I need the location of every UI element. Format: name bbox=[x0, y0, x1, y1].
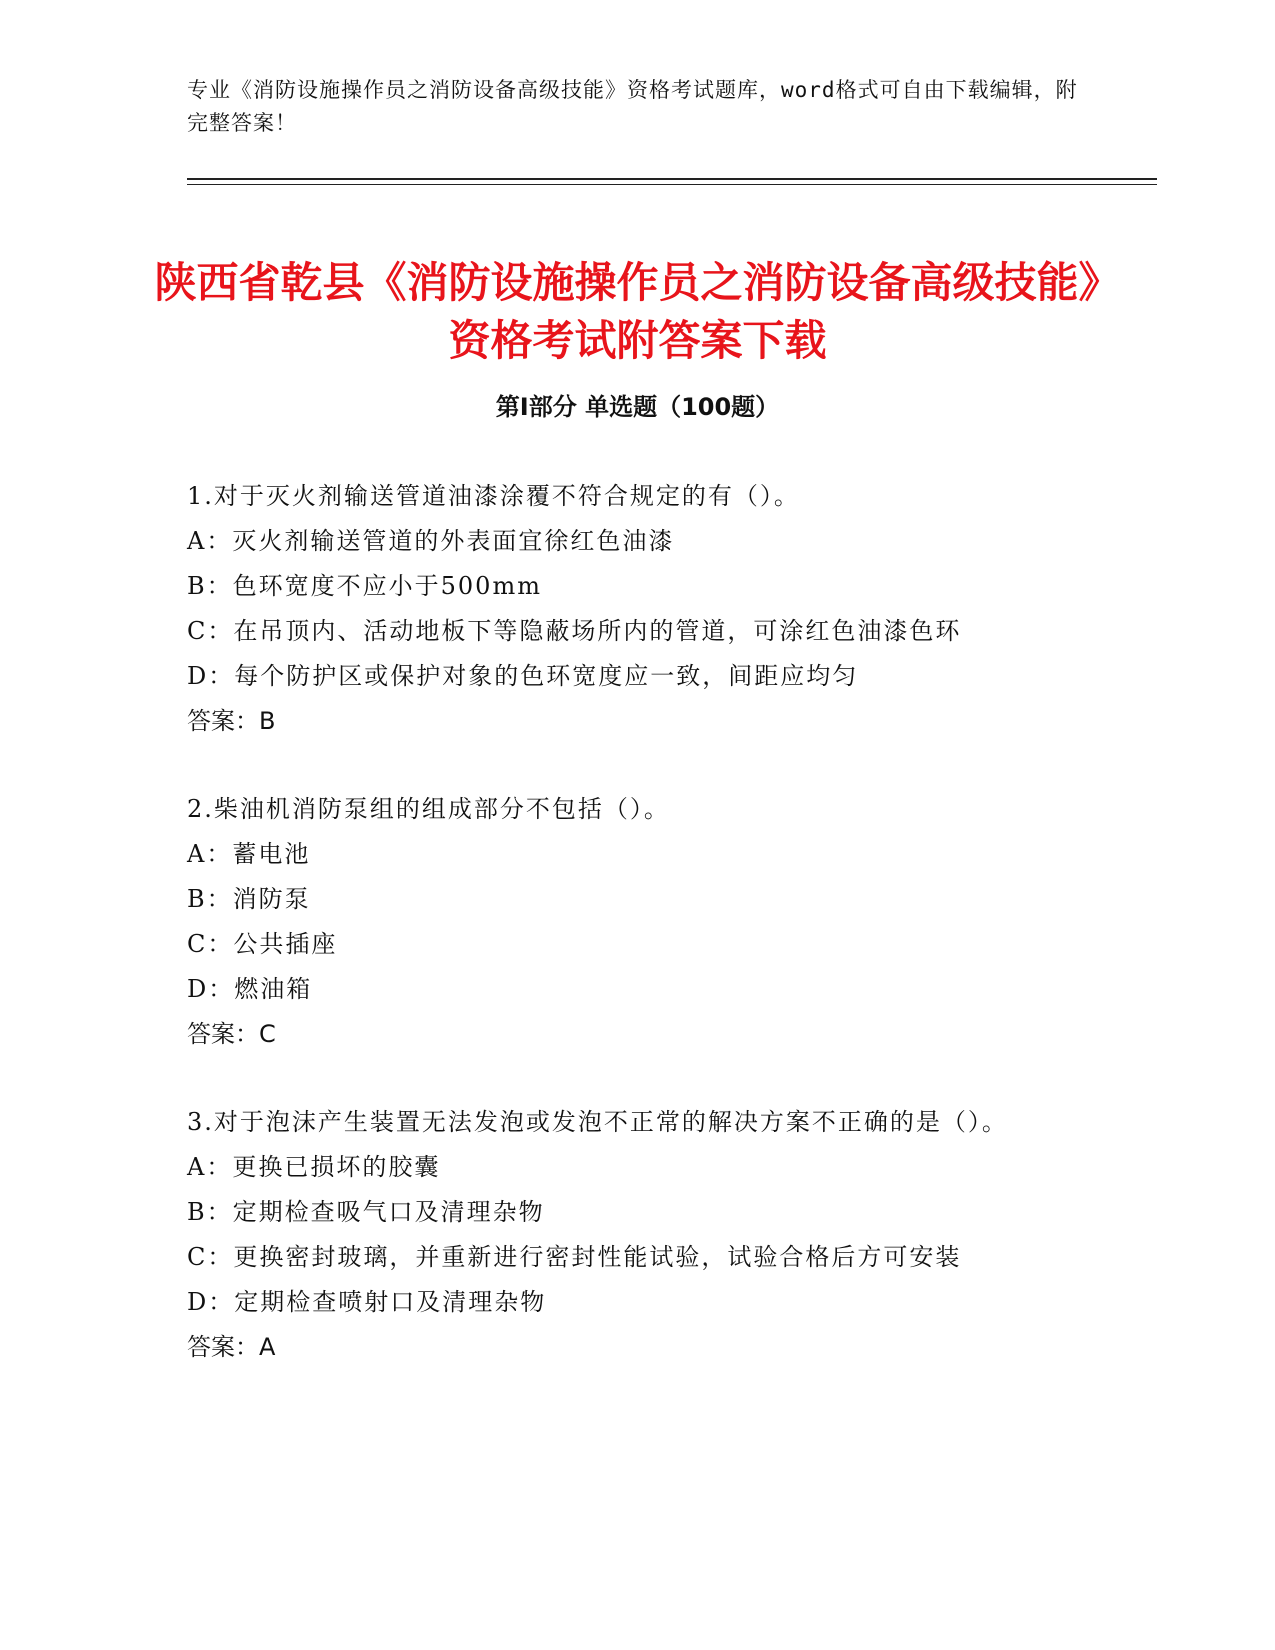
question-stem: 1.对于灭火剂输送管道油漆涂覆不符合规定的有（）。 bbox=[187, 482, 800, 510]
question-3 bbox=[187, 1100, 1067, 1370]
question-2 bbox=[187, 787, 1067, 1057]
option-b: B：定期检查吸气口及清理杂物 bbox=[187, 1198, 545, 1226]
question-stem: 2.柴油机消防泵组的组成部分不包括（）。 bbox=[187, 795, 670, 823]
answer: 答案：A bbox=[187, 1333, 276, 1361]
section-heading: 第I部分 单选题（100题） bbox=[495, 393, 780, 421]
option-b: B：色环宽度不应小于500mm bbox=[187, 572, 542, 600]
option-b: B：消防泵 bbox=[187, 885, 311, 913]
question-1 bbox=[187, 474, 1067, 744]
option-a: A：更换已损坏的胶囊 bbox=[187, 1153, 441, 1181]
option-d: D：每个防护区或保护对象的色环宽度应一致，间距应均匀 bbox=[187, 662, 859, 690]
option-c: C：在吊顶内、活动地板下等隐蔽场所内的管道，可涂红色油漆色环 bbox=[187, 617, 962, 645]
header-divider-thin bbox=[187, 184, 1157, 185]
option-c: C：更换密封玻璃，并重新进行密封性能试验，试验合格后方可安装 bbox=[187, 1243, 962, 1271]
document-title: 陕西省乾县《消防设施操作员之消防设备高级技能》资格考试附答案下载 bbox=[154, 258, 1121, 366]
answer: 答案：C bbox=[187, 1020, 276, 1048]
document-header-intro: 专业《消防设施操作员之消防设备高级技能》资格考试题库，word格式可自由下载编辑，附完整答案！ bbox=[187, 78, 1078, 135]
option-c: C：公共插座 bbox=[187, 930, 338, 958]
question-stem: 3.对于泡沫产生装置无法发泡或发泡不正常的解决方案不正确的是（）。 bbox=[187, 1108, 1008, 1136]
option-d: D：燃油箱 bbox=[187, 975, 313, 1003]
question-list bbox=[187, 474, 1067, 1413]
answer: 答案：B bbox=[187, 707, 276, 735]
option-a: A：灭火剂输送管道的外表面宜徐红色油漆 bbox=[187, 527, 675, 555]
option-a: A：蓄电池 bbox=[187, 840, 311, 868]
option-d: D：定期检查喷射口及清理杂物 bbox=[187, 1288, 547, 1316]
header-divider-thick bbox=[187, 178, 1157, 180]
